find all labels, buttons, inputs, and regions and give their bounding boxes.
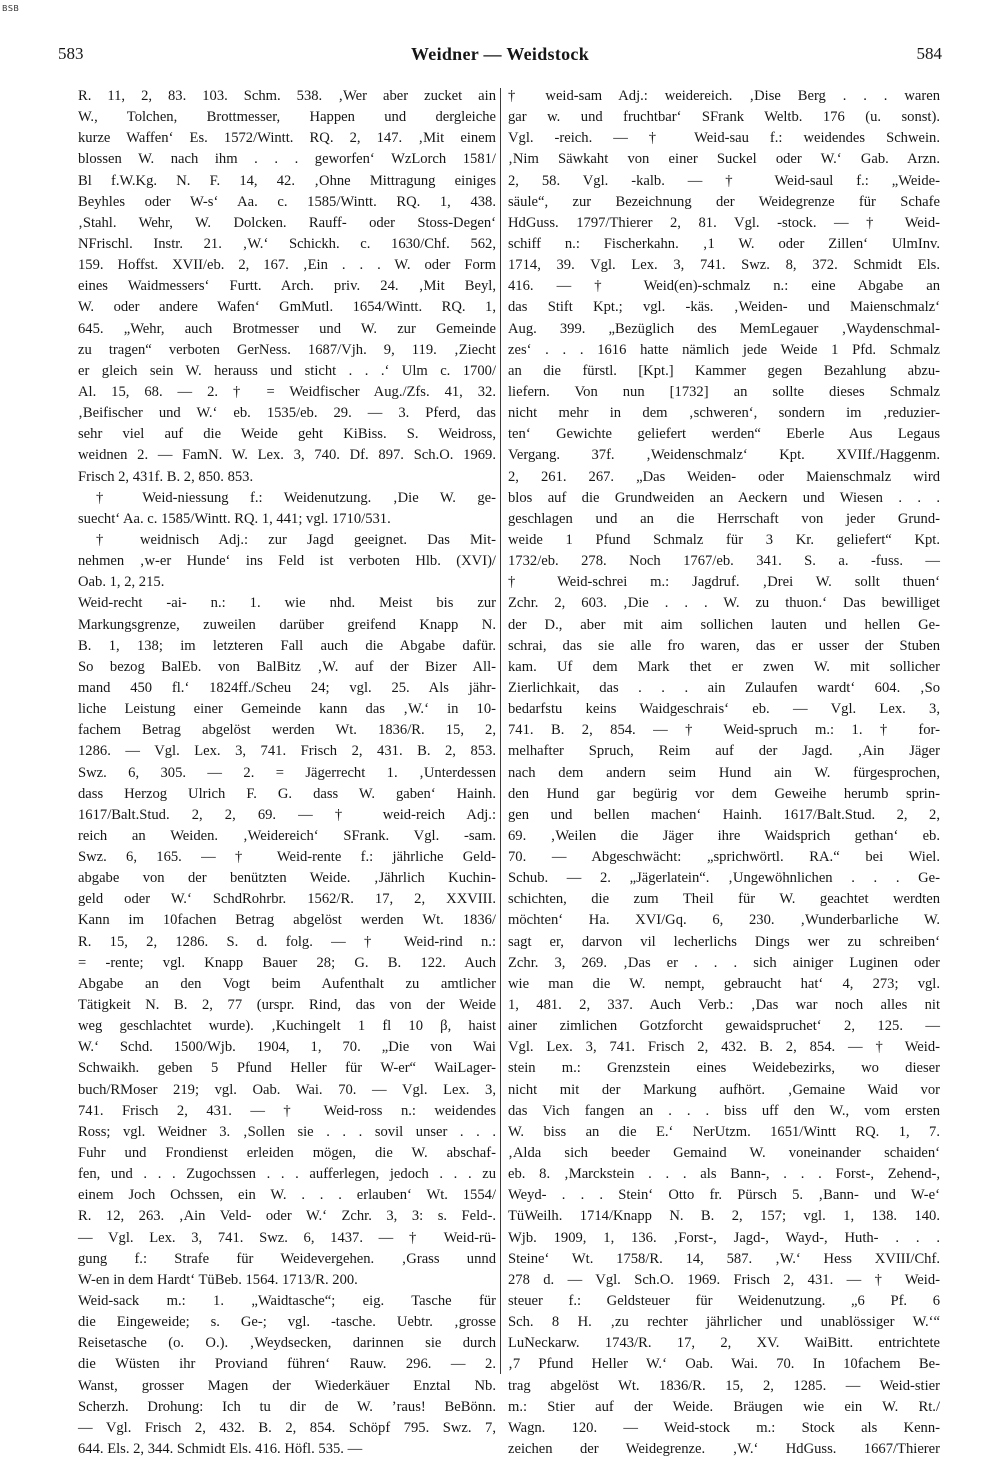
left-column-text-line: Ross; vgl. Weidner 3. ‚Sollen sie . . . sovil unser . . .	[78, 1123, 496, 1140]
right-column-text-line: 70. — Abgeschwächt: „sprichwörtl. RA.“ bei Wiel.	[508, 849, 940, 866]
left-column-text-line: B. 1, 138; im letzteren Fall auch die Abgabe dafür.	[78, 637, 496, 654]
right-column-text-line: ‚Alda sich beeder Gemaind W. voneinander schaiden‘	[508, 1145, 940, 1162]
left-column-text-line: — Vgl. Frisch 2, 432. B. 2, 854. Schöpf 795. Swz. 7,	[78, 1419, 496, 1436]
left-column-text-line: buch/RMoser 219; vgl. Oab. Wai. 70. — Vgl. Lex. 3,	[78, 1081, 496, 1098]
page-header	[58, 44, 942, 70]
right-column-text-line: gen und bellen machen‘ Hainh. 1617/Balt.Stud. 2, 2,	[508, 806, 940, 823]
right-column-text-line: sagt er, darvon vil lecherlichs Dings wer zu schreiben‘	[508, 933, 940, 950]
left-column-text-line: die Wüsten ihr Proviand führen‘ Rauw. 296. — 2.	[78, 1356, 496, 1373]
left-column-text-line: abgabe von der benützten Weide. ‚Jährlich Kuchin-	[78, 870, 496, 887]
right-column-text-line: Schub. — 2. „Jägerlatein“. ‚Ungewöhnlichen . . . Ge-	[508, 870, 940, 887]
right-column	[508, 86, 940, 1457]
right-column-text-line: an die fürstl. [Kpt.] Kammer gegen Bezahlung abzu-	[508, 362, 940, 379]
left-column-text-line: reich an Weiden. ‚Weidereich‘ SFrank. Vgl. -sam.	[78, 827, 496, 844]
left-column-text-line: eines Waidmessers‘ Furtt. Arch. priv. 24. ‚Mit Beyl,	[78, 278, 496, 295]
left-column-text-line: Frisch 2, 431f. B. 2, 850. 853.	[78, 468, 254, 485]
left-column-text-line: W.‘ Schd. 1500/Wjb. 1904, 1, 70. „Die von Wai	[78, 1039, 496, 1056]
right-column-text-line: W. biss an die E.‘ NerUtzm. 1651/Wintt RQ. 1, 7.	[508, 1123, 940, 1140]
left-column-text-line: ‚Beifischer und W.‘ eb. 1535/eb. 29. — 3. Pferd, das	[78, 405, 496, 422]
right-column-text-line: liefern. Von nun [1732] an sollte dieses Schmalz	[508, 383, 940, 400]
left-column-text-line: sehr viel auf die Weide geht KiBiss. S. Weidross,	[78, 426, 496, 443]
page-number-right: 584	[916, 44, 942, 63]
right-column-text-line: 1, 481. 2, 337. Auch Verb.: ‚Das war noch alles nit	[508, 997, 940, 1014]
right-column-text-line: zes‘ . . . 1616 hatte nämlich jede Weide 1 Pfd. Schmalz	[508, 341, 940, 358]
right-column-text-line: nicht mehr in dem ‚schweren‘, sondern im ‚reduzier-	[508, 405, 940, 422]
left-column-text-line: Tätigkeit N. B. 2, 77 (urspr. Rind, das von der Weide	[78, 997, 496, 1014]
right-column-text-line: säule“, zur Bezeichnung der Weidegrenze für Schafe	[508, 193, 940, 210]
right-column-text-line: 278 d. — Vgl. Sch.O. 1969. Frisch 2, 431. — † Weid-	[508, 1271, 940, 1288]
right-column-text-line: Sch. 8 H. ‚zu rechter jährlicher und unablössiger W.‘“	[508, 1314, 940, 1331]
right-column-text-line: schiff n.: Fischerkahn. ‚1 W. oder Zillen‘ UlmInv.	[508, 235, 940, 252]
right-column-text-line: † Weid-schrei m.: Jagdruf. ‚Drei W. sollt thuen‘	[508, 574, 940, 591]
left-column-text-line: 1286. — Vgl. Lex. 3, 741. Frisch 2, 431. B. 2, 853.	[78, 743, 496, 760]
left-column-text-line: 644. Els. 2, 344. Schmidt Els. 416. Höfl. 535. —	[78, 1441, 363, 1457]
right-column-text-line: schichten, die zum Theil für W. geachtet werdten	[508, 891, 940, 908]
left-column-text-line: fen, und . . . Zugochssen . . . aufferlegen, jedoch . . . zu	[78, 1166, 496, 1183]
right-column-text-line: geschlagen und an die Herrschaft von jeder Grund-	[508, 510, 940, 527]
left-column-text-line: 741. Frisch 2, 431. — † Weid-ross n.: weidendes	[78, 1102, 496, 1119]
page-number-left: 583	[58, 44, 84, 63]
left-column-text-line: zu tragen“ verboten GerNess. 1687/Vjh. 9, 119. ‚Ziecht	[78, 341, 496, 358]
left-column-text-line: weg geschlachtet wurde). ‚Kuchingelt 1 fl 10 β, haist	[78, 1018, 496, 1035]
right-column-text-line: das Vich fangen an . . . biss uff den W., vom ersten	[508, 1102, 940, 1119]
right-column-text-line: 2, 261. 267. „Das Weiden- oder Maienschmalz wird	[508, 468, 940, 485]
left-column-text-line: W., Tolchen, Brottmesser, Happen und dergleiche	[78, 109, 496, 126]
right-column-text-line: ainer zimlichen Gotzforcht gewaidspruchet‘ 2, 125. —	[508, 1018, 940, 1035]
right-column-text-line: wie man die W. nempt, gebraucht hat‘ 4, 273; vgl.	[508, 975, 940, 992]
left-column-text-line: einem Joch Ochssen, ein W. . . . erlauben‘ Wt. 1554/	[78, 1187, 496, 1204]
right-column-text-line: kam. Uf dem Mark thet er zwen W. mit sollicher	[508, 658, 940, 675]
left-column-text-line: NFrischl. Instr. 21. ‚W.‘ Schickh. c. 1630/Chf. 562,	[78, 235, 496, 252]
right-column-text-line: Wagn. 120. — Weid-stock m.: Stock als Kenn-	[508, 1419, 940, 1436]
right-column-text-line: der D., aber mit aim sollichen lauten und hellen Ge-	[508, 616, 940, 633]
column-divider	[500, 88, 501, 1374]
right-column-text-line: Vergang. 37f. ‚Weidenschmalz‘ Kpt. XVIIf./Haggenm.	[508, 447, 940, 464]
left-column-text-line: die Eingeweide; s. Ge-; vgl. -tasche. Uebtr. ‚grosse	[78, 1314, 496, 1331]
right-column-text-line: Steine‘ Wt. 1758/R. 14, 587. ‚W.‘ Hess XVIII/Chf.	[508, 1250, 940, 1267]
left-column-text-line: blossen W. nach ihm . . . geworfen‘ WzLorch 1581/	[78, 151, 496, 168]
left-column-text-line: ‚Stahl. Wehr, W. Dolcken. Rauff- oder Stoss-Degen‘	[78, 214, 496, 231]
right-column-text-line: Zchr. 2, 603. ‚Die . . . W. zu thuon.‘ Das bewilliget	[508, 595, 940, 612]
right-column-text-line: Zchr. 3, 269. ‚Das er . . . sich ainiger Luginen oder	[508, 954, 940, 971]
right-column-text-line: 2, 58. Vgl. -kalb. — † Weid-saul f.: „Weide-	[508, 172, 940, 189]
right-column-text-line: Zierlichkait, das . . . ain Zulaufen wardt‘ 604. ‚So	[508, 679, 940, 696]
left-column-text-line: W-en in dem Hardt‘ TüBeb. 1564. 1713/R. 200.	[78, 1271, 358, 1288]
right-column-text-line: Wjb. 1909, 1, 136. ‚Forst-, Jagd-, Wayd-, Huth- . . .	[508, 1229, 940, 1246]
right-column-text-line: TüWeilh. 1714/Knapp N. B. 2, 157; vgl. 1, 138. 140.	[508, 1208, 940, 1225]
right-column-text-line: Vgl. Lex. 3, 741. Frisch 2, 432. B. 2, 854. — † Weid-	[508, 1039, 940, 1056]
left-column-text-line: W. oder andere Wafen‘ GmMutl. 1654/Wintt. RQ. 1,	[78, 299, 496, 316]
right-column-text-line: Vgl. -reich. — † Weid-sau f.: weidendes Schwein.	[508, 130, 940, 147]
right-column-text-line: blos auf die Grundweiden an Aeckern und Wiesen . . .	[508, 489, 940, 506]
left-column-text-line: Kann im 10fachen Betrag abgelöst werden Wt. 1836/	[78, 912, 496, 929]
left-column-text-line: liche Leistung einer Gemeinde kann das ‚W.‘ in 10-	[78, 701, 496, 718]
left-column-text-line: 1617/Balt.Stud. 2, 2, 69. — † weid-reich Adj.:	[78, 806, 496, 823]
left-column-text-line: er gleich sein W. herauss und sticht . . .‘ Ulm c. 1700/	[78, 362, 496, 379]
right-column-text-line: Aug. 399. „Bezüglich des MemLegauer ‚Waydenschmal-	[508, 320, 940, 337]
left-column-text-line: = -rente; vgl. Knapp Bauer 28; G. B. 122. Auch	[78, 954, 496, 971]
right-column-text-line: den Hund gar begürig vor dem Geweihe herumb sprin-	[508, 785, 940, 802]
left-column-text-line: mand 450 fl.‘ 1824ff./Scheu 24; vgl. 25. Als jähr-	[78, 679, 496, 696]
left-column-text-line: gung f.: Strafe für Weidevergehen. ‚Grass unnd	[78, 1250, 496, 1267]
right-column-text-line: melhafter Spruch, Reim auf der Jagd. ‚Ain Jäger	[508, 743, 940, 760]
right-column-text-line: ten‘ Gewichte geliefert werden“ Eberle Aus Legaus	[508, 426, 940, 443]
right-column-text-line: gar w. und fruchtbar‘ SFrank Weltb. 176 (u. sonst).	[508, 109, 940, 126]
left-column-text-line: Bl f.W.Kg. N. F. 14, 42. ‚Ohne Mittragung einiges	[78, 172, 496, 189]
left-column-text-line: Reisetasche (o. O.). ‚Weydsecken, darinnen sie durch	[78, 1335, 496, 1352]
right-column-text-line: schrai, das sie alle fro waren, das er usser der Stuben	[508, 637, 940, 654]
right-column-text-line: LuNeckarw. 1743/R. 17, 2, XV. WaiBitt. entrichtete	[508, 1335, 940, 1352]
left-column-text-line: R. 12, 263. ‚Ain Veld- oder W.‘ Zchr. 3, 3: s. Feld-.	[78, 1208, 496, 1225]
left-column-text-line: R. 11, 2, 83. 103. Schm. 538. ‚Wer aber zucket ain	[78, 88, 496, 104]
left-column-text-line: dass Herzog Ulrich F. G. dass W. gaben‘ Hainh.	[78, 785, 496, 802]
left-column-text-line: — Vgl. Lex. 3, 741. Swz. 6, 1437. — † Weid-rü-	[78, 1229, 496, 1246]
right-column-text-line: 1714, 39. Vgl. Lex. 3, 741. Swz. 8, 372. Schmidt Els.	[508, 257, 940, 274]
right-column-text-line: Weyd- . . . Stein‘ Otto fr. Pürsch 5. ‚Bann- und W-e‘	[508, 1187, 940, 1204]
right-column-text-line: 416. — † Weid(en)-schmalz n.: eine Abgabe an	[508, 278, 940, 295]
left-column-text-line: Weid-sack m.: 1. „Waidtasche“; eig. Tasche für	[78, 1293, 496, 1310]
library-stamp: BSB	[2, 4, 20, 13]
left-column-text-line: Swz. 6, 165. — † Weid-rente f.: jährliche Geld-	[78, 849, 496, 866]
right-column-text-line: bedarfstu keins Waidgeschrais‘ eb. — Vgl. Lex. 3,	[508, 701, 940, 718]
left-column-text-line: fachem Betrag abgelöst werden Wt. 1836/R. 15, 2,	[78, 722, 496, 739]
right-column-text-line: trag abgelöst Wt. 1836/R. 15, 2, 1285. — Weid-stier	[508, 1377, 940, 1394]
left-column-text-line: † Weid-niessung f.: Weidenutzung. ‚Die W. ge-	[96, 489, 496, 506]
left-column-text-line: Al. 15, 68. — 2. † = Weidfischer Aug./Zfs. 41, 32.	[78, 383, 496, 400]
right-column-text-line: nach dem andern seim Hund ain W. fürgesprochen,	[508, 764, 940, 781]
left-column-text-line: Swz. 6, 305. — 2. = Jägerrecht 1. ‚Unterdessen	[78, 764, 496, 781]
left-column-text-line: R. 15, 2, 1286. S. d. folg. — † Weid-rind n.:	[78, 933, 496, 950]
right-column-text-line: zeichen der Weidegrenze. ‚W.‘ HdGuss. 1667/Thierer	[508, 1441, 940, 1457]
right-column-text-line: möchten‘ Ha. XVI/Gq. 6, 230. ‚Wunderbarliche W.	[508, 912, 940, 929]
right-column-text-line: m.: Stier auf der Weide. Bräugen wie ein W. Rt./	[508, 1398, 940, 1415]
left-column-text-line: Markungsgrenze, zuweilen darüber greifend Knapp N.	[78, 616, 496, 633]
right-column-text-line: stein m.: Grenzstein eines Weidebezirks, wo dieser	[508, 1060, 940, 1077]
right-column-text-line: ‚7 Pfund Heller W.‘ Oab. Wai. 70. In 10fachem Be-	[508, 1356, 940, 1373]
left-column-text-line: Oab. 1, 2, 215.	[78, 574, 165, 591]
right-column-text-line: weide 1 Pfund Schmalz für 3 Kr. geliefert“ Kpt.	[508, 531, 940, 548]
left-column-text-line: kurze Waffen‘ Es. 1572/Wintt. RQ. 2, 147. ‚Mit einem	[78, 130, 496, 147]
right-column-text-line: steuer f.: Geldsteuer für Weidenutzung. „6 Pf. 6	[508, 1293, 940, 1310]
left-column-text-line: weidnen 2. — FamN. W. Lex. 3, 740. Df. 897. Sch.O. 1969.	[78, 447, 496, 464]
left-column	[78, 86, 496, 1457]
right-column-text-line: 69. ‚Weilen die Jäger ihre Waidsprich gethan‘ eb.	[508, 827, 940, 844]
left-column-text-line: Wanst, grosser Magen der Wiederkäuer Enztal Nb.	[78, 1377, 496, 1394]
right-column-text-line: 1732/eb. 278. Noch 1767/eb. 341. S. a. -fuss. —	[508, 553, 940, 570]
left-column-text-line: Scherzh. Drohung: Ich tu dir de W. ’raus! BeBönn.	[78, 1398, 496, 1415]
left-column-text-line: Fuhr und Frondienst erleiden mögen, die W. abschaf-	[78, 1145, 496, 1162]
left-column-text-line: So bezog BalEb. von BalBitz ‚W. auf der Bizer All-	[78, 658, 496, 675]
right-column-text-line: † weid-sam Adj.: weidereich. ‚Dise Berg . . . waren	[508, 88, 940, 104]
left-column-text-line: Weid-recht -ai- n.: 1. wie nhd. Meist bis zur	[78, 595, 496, 612]
right-column-text-line: eb. 8. ‚Marckstein . . . als Bann-, . . . Forst-, Zehend-,	[508, 1166, 940, 1183]
left-column-text-line: 645. „Wehr, auch Brotmesser und W. zur Gemeinde	[78, 320, 496, 337]
running-head: Weidner — Weidstock	[410, 44, 590, 64]
left-column-text-line: Schwaikh. geben 5 Pfund Heller für W-er“ WaiLager-	[78, 1060, 496, 1077]
left-column-text-line: geld oder W.‘ SchdRohrbr. 1562/R. 17, 2, XXVIII.	[78, 891, 496, 908]
left-column-text-line: suecht‘ Aa. c. 1585/Wintt. RQ. 1, 441; vgl. 1710/531.	[78, 510, 391, 527]
right-column-text-line: 741. B. 2, 854. — † Weid-spruch m.: 1. † for-	[508, 722, 940, 739]
left-column-text-line: † weidnisch Adj.: zur Jagd geeignet. Das Mit-	[96, 531, 496, 548]
left-column-text-line: 159. Hoffst. XVII/eb. 2, 167. ‚Ein . . . W. oder Form	[78, 257, 496, 274]
left-column-text-line: nehmen ‚w-er Hunde‘ ins Feld ist verboten Hlb. (XVI)/	[78, 553, 496, 570]
right-column-text-line: HdGuss. 1797/Thierer 2, 81. Vgl. -stock. — † Weid-	[508, 214, 940, 231]
right-column-text-line: das Stift Kpt.; vgl. -käs. ‚Weiden- und Maienschmalz‘	[508, 299, 940, 316]
left-column-text-line: Beyhles oder W-s‘ Aa. c. 1585/Wintt. RQ. 1, 438.	[78, 193, 496, 210]
right-column-text-line: ‚Nim Säwkaht von einer Suckel oder W.‘ Gab. Arzn.	[508, 151, 940, 168]
right-column-text-line: nicht mit der Markung aufhört. ‚Gemaine Waid vor	[508, 1081, 940, 1098]
left-column-text-line: Abgabe an den Vogt beim Aufenthalt zu amtlicher	[78, 975, 496, 992]
